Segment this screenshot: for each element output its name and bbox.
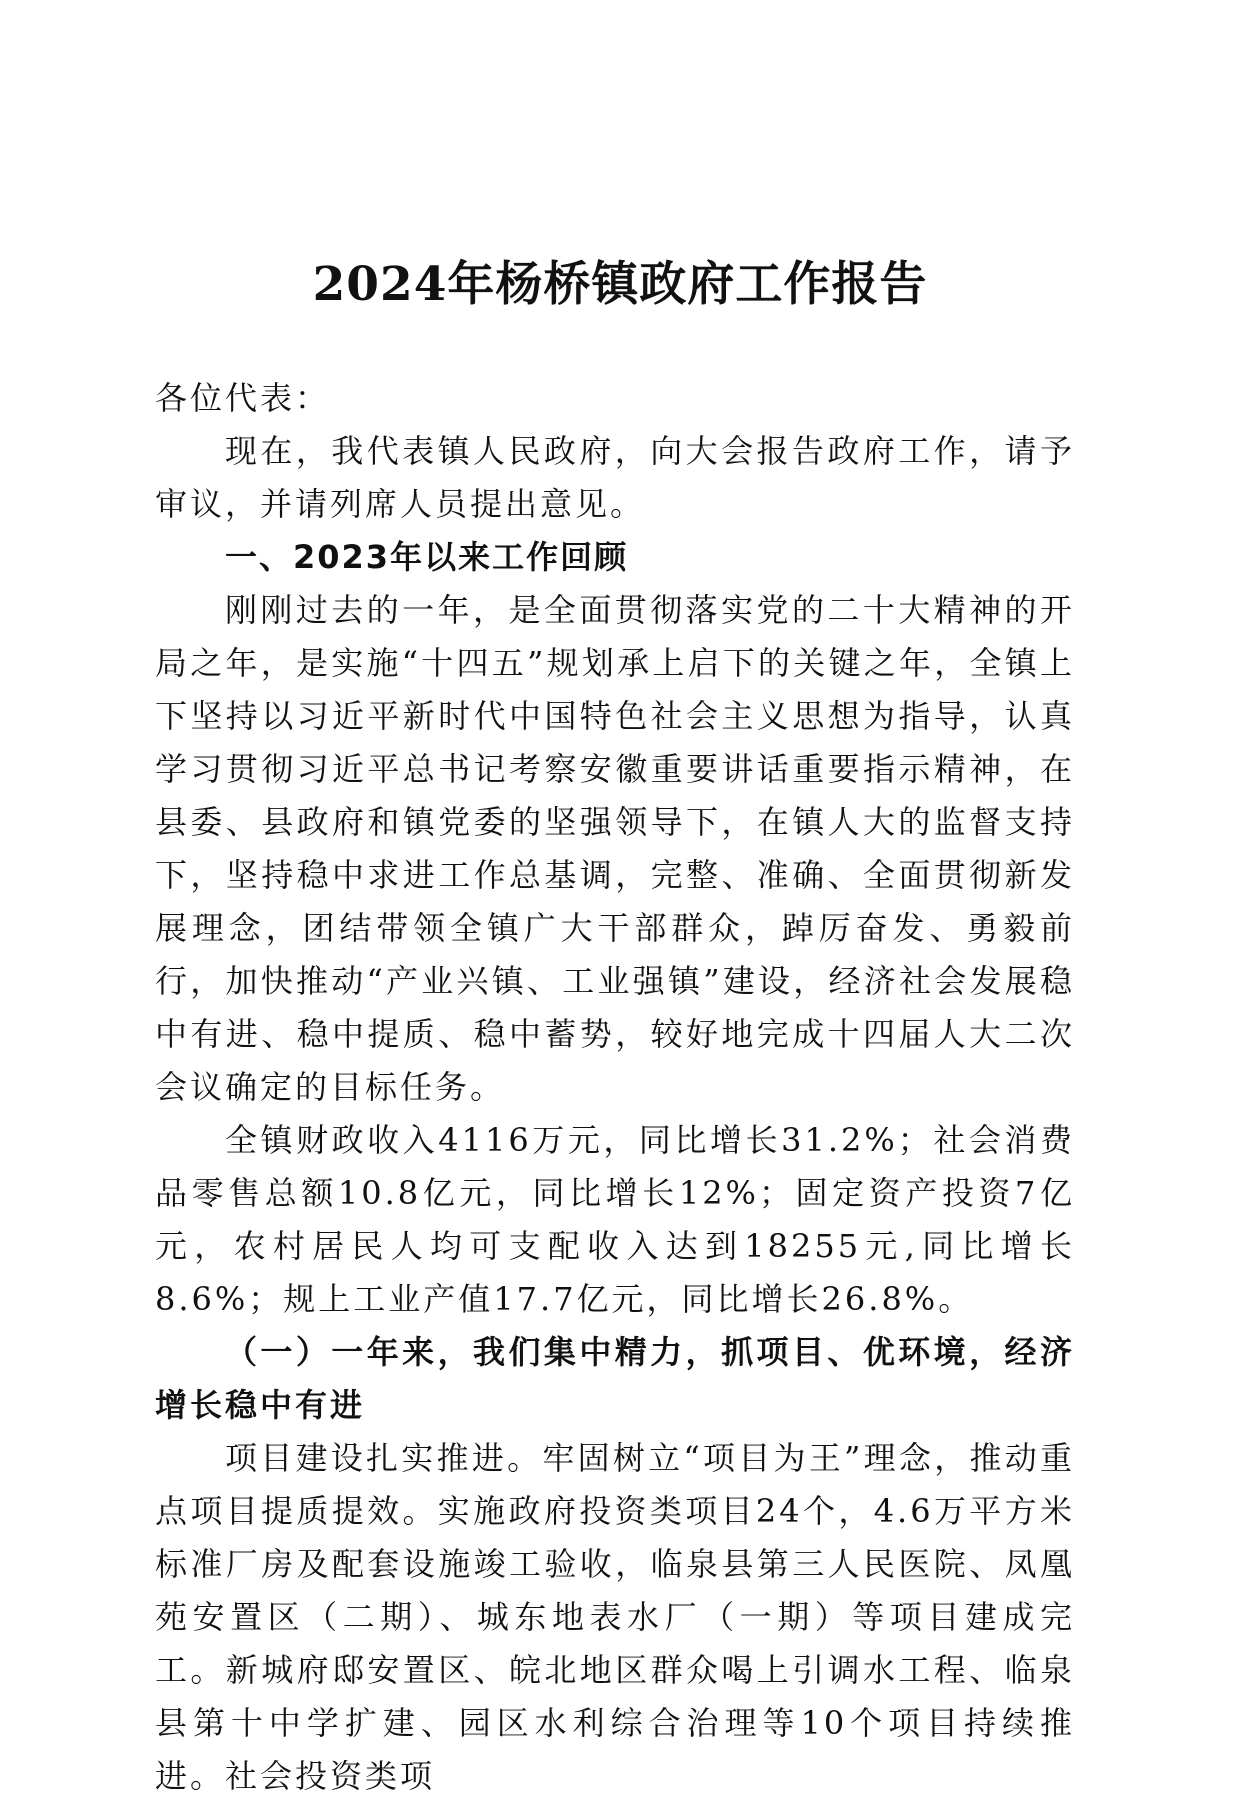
paragraph-projects: 项目建设扎实推进。牢固树立“项目为王”理念，推动重点项目提质提效。实施政府投资类项目24个，4.6万平方米标准厂房及配套设施竣工验收，临泉县第三人民医院、凤凰苑安置区（二期）、城东地表水厂（一期）等项目建成完工。新城府邸安置区、皖北地区群众喝上引调水工程、临泉县第十中学扩建、园区水利综合治理等10个项目持续推进。社会投资类项: [155, 1439, 1075, 1795]
section-heading: 一、2023年以来工作回顾: [225, 538, 629, 576]
document-title: 2024年杨桥镇政府工作报告: [312, 257, 928, 312]
subsection-heading: （一）一年来，我们集中精力，抓项目、优环境，经济增长稳中有进: [155, 1333, 1075, 1424]
document-body: [155, 372, 1075, 1803]
paragraph-review: 刚刚过去的一年，是全面贯彻落实党的二十大精神的开局之年，是实施“十四五”规划承上启下的关键之年，全镇上下坚持以习近平新时代中国特色社会主义思想为指导，认真学习贯彻习近平总书记考察安徽重要讲话重要指示精神，在县委、县政府和镇党委的坚强领导下，在镇人大的监督支持下，坚持稳中求进工作总基调，完整、准确、全面贯彻新发展理念，团结带领全镇广大干部群众，踔厉奋发、勇毅前行，加快推动“产业兴镇、工业强镇”建设，经济社会发展稳中有进、稳中提质、稳中蓄势，较好地完成十四届人大二次会议确定的目标任务。: [155, 591, 1075, 1106]
paragraph-intro: 现在，我代表镇人民政府，向大会报告政府工作，请予审议，并请列席人员提出意见。: [155, 432, 1075, 523]
salutation: 各位代表：: [155, 379, 331, 417]
paragraph-indicators: 全镇财政收入4116万元，同比增长31.2%；社会消费品零售总额10.8亿元，同比增长12%；固定资产投资7亿元，农村居民人均可支配收入达到18255元,同比增长8.6%；规上工业产值17.7亿元，同比增长26.8%。: [155, 1121, 1075, 1318]
